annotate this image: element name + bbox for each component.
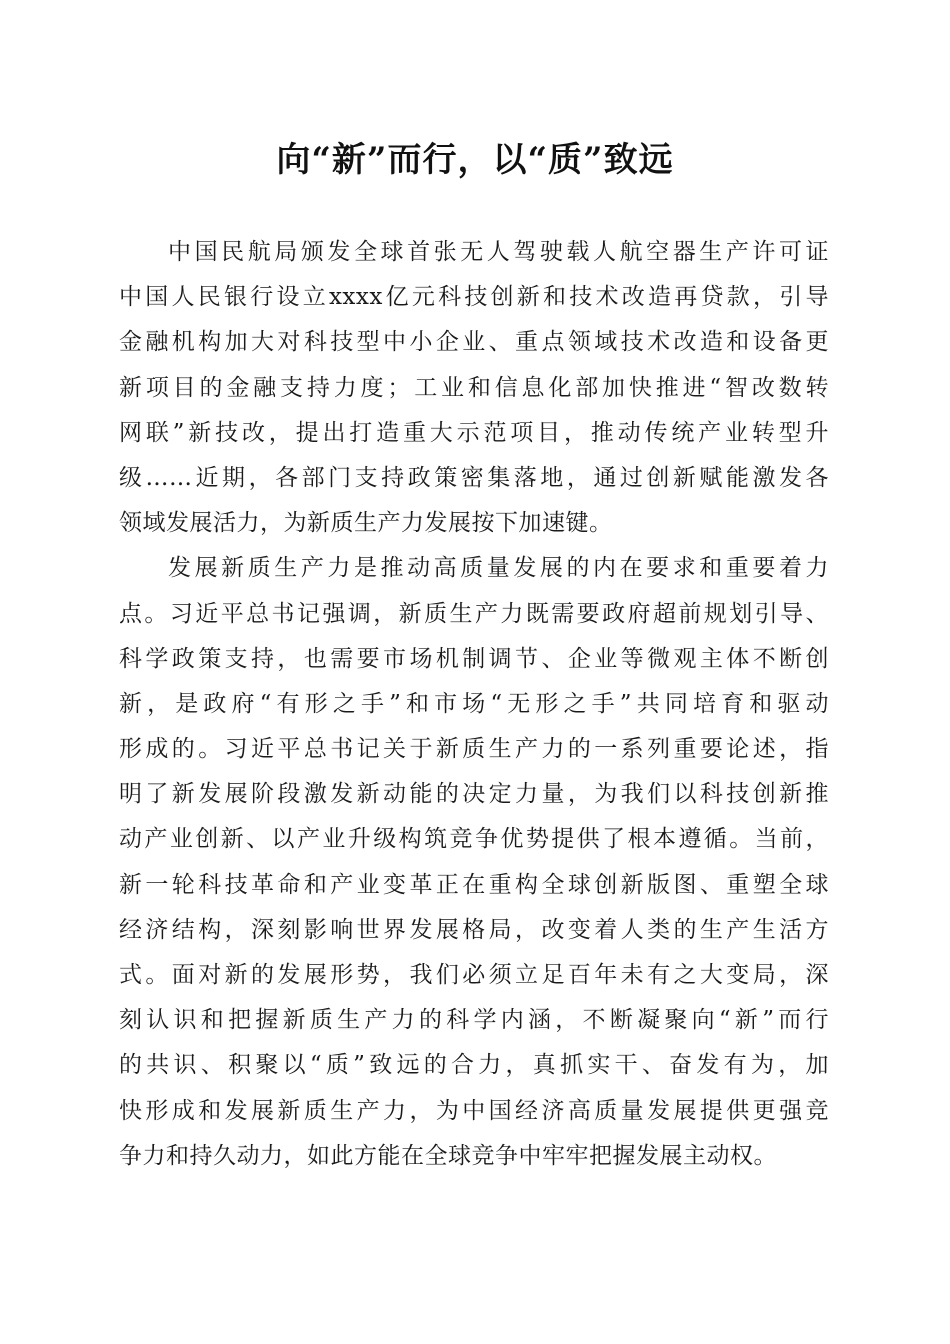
text-line: 刻认识和把握新质生产力的科学内涵，不断凝聚向“新”而行 (119, 1007, 829, 1034)
text-line: 新项目的金融支持力度；工业和信息化部加快推进“智改数转 (119, 374, 829, 401)
text-line: 中国民航局颁发全球首张无人驾驶载人航空器生产许可证 (168, 239, 829, 265)
paragraph-1 (119, 230, 829, 546)
document-body (119, 230, 829, 1179)
text-line: 级……近期，各部门支持政策密集落地，通过创新赋能激发各 (119, 464, 829, 491)
text-line: 的共识、积聚以“质”致远的合力，真抓实干、奋发有为，加 (119, 1052, 829, 1079)
text-line: 动产业创新、以产业升级构筑竞争优势提供了根本遵循。当前， (119, 826, 829, 853)
text-line: 点。习近平总书记强调，新质生产力既需要政府超前规划引导、 (119, 600, 829, 627)
text-line: 金融机构加大对科技型中小企业、重点领域技术改造和设备更 (119, 329, 829, 356)
text-line: 新一轮科技革命和产业变革正在重构全球创新版图、重塑全球 (119, 871, 829, 898)
text-line: 中国人民银行设立xxxx亿元科技创新和技术改造再贷款，引导 (119, 284, 829, 311)
text-line: 领域发展活力，为新质生产力发展按下加速键。 (119, 510, 613, 537)
text-line: 网联”新技改，提出打造重大示范项目，推动传统产业转型升 (119, 419, 829, 446)
text-line: 科学政策支持，也需要市场机制调节、企业等微观主体不断创 (119, 645, 829, 672)
text-line: 快形成和发展新质生产力，为中国经济高质量发展提供更强竞 (119, 1097, 829, 1124)
text-line: 明了新发展阶段激发新动能的决定力量，为我们以科技创新推 (119, 781, 829, 808)
text-line: 争力和持久动力，如此方能在全球竞争中牢牢把握发展主动权。 (119, 1142, 777, 1169)
text-line: 经济结构，深刻影响世界发展格局，改变着人类的生产生活方 (119, 916, 829, 943)
text-line: 式。面对新的发展形势，我们必须立足百年未有之大变局，深 (119, 962, 829, 988)
text-line: 发展新质生产力是推动高质量发展的内在要求和重要着力 (168, 555, 829, 582)
text-line: 形成的。习近平总书记关于新质生产力的一系列重要论述，指 (119, 736, 829, 763)
document-title: 向“新”而行，以“质”致远 (276, 140, 674, 180)
paragraph-2 (119, 546, 829, 1179)
text-line: 新，是政府“有形之手”和市场“无形之手”共同培育和驱动 (119, 690, 829, 717)
